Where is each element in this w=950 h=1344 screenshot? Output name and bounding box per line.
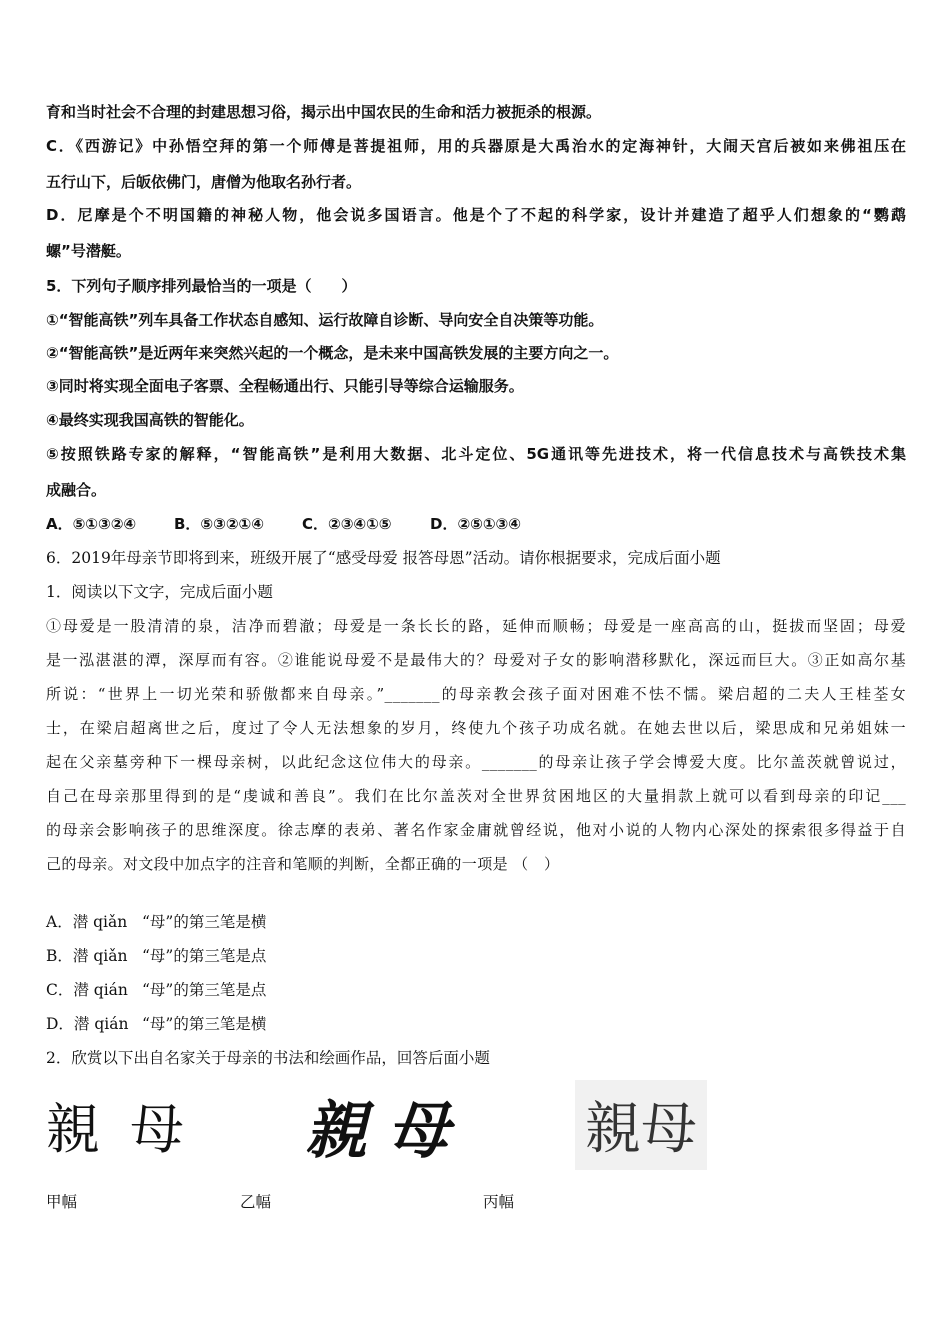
q5-sentence-5-continued: 成融合。 [46, 481, 107, 499]
choice-label: A．潜 qiǎn [46, 913, 128, 931]
choice-b[interactable] [46, 946, 906, 966]
q4-option-c: C．《西游记》中孙悟空拜的第一个师傅是菩提祖师，用的兵器原是大禹治水的定海神针，大闹天宫后被如来佛祖压在 [46, 137, 906, 155]
q4-option-d: D．尼摩是个不明国籍的神秘人物，他会说多国语言。他是个了不起的科学家，设计并建造了超乎人们想象的“鹦鹉 [46, 206, 906, 224]
choice-text: “母”的第三笔是点 [142, 981, 267, 999]
calligraphy-bing: 親母 [575, 1080, 707, 1170]
passage-line: 起在父亲墓旁种下一棵母亲树，以此纪念这位伟大的母亲。_______的母亲让孩子学会博爱大度。比尔盖茨就曾说过， [46, 753, 906, 771]
choice-c[interactable] [46, 980, 906, 1000]
q4-option-b-continued: 育和当时社会不合理的封建思想习俗，揭示出中国农民的生命和活力被扼杀的根源。 [46, 103, 602, 121]
choice-text: “母”的第三笔是横 [142, 1015, 267, 1033]
choice-label: B．潜 qiǎn [46, 947, 128, 965]
q5-sentence-5: ⑤按照铁路专家的解释，“智能高铁”是利用大数据、北斗定位、5G通讯等先进技术，将一代信息技术与高铁技术集 [46, 445, 906, 463]
q5-option-a[interactable]: A．⑤①③②④ [46, 515, 137, 533]
q5-options [46, 514, 906, 534]
choice-d[interactable] [46, 1014, 906, 1034]
q6-sub2-stem: 2．欣赏以下出自名家关于母亲的书法和绘画作品，回答后面小题 [46, 1049, 490, 1067]
q5-option-b[interactable]: B．⑤③②①④ [174, 515, 264, 533]
artwork-label-jia: 甲幅 [46, 1193, 78, 1211]
q5-sentence-1: ①“智能高铁”列车具备工作状态自感知、运行故障自诊断、导向安全自决策等功能。 [46, 311, 604, 329]
artwork-label-yi: 乙幅 [240, 1193, 272, 1211]
q5-stem: 5．下列句子顺序排列最恰当的一项是（ ） [46, 277, 357, 295]
passage-line: 是一泓湛湛的潭，深厚而有容。②谁能说母爱不是最伟大的？母爱对子女的影响潜移默化，深远而巨大。③正如高尔基 [46, 651, 906, 669]
calligraphy-jia: 親母 [46, 1097, 214, 1161]
q5-sentence-4: ④最终实现我国高铁的智能化。 [46, 411, 254, 429]
calligraphy-yi: 親母 [305, 1093, 470, 1167]
q4-option-c-continued: 五行山下，后皈依佛门，唐僧为他取名孙行者。 [46, 173, 362, 191]
passage-line: 的母亲会影响孩子的思维深度。徐志摩的表弟、著名作家金庸就曾经说，他对小说的人物内心深处的探索很多得益于自 [46, 821, 906, 839]
q6-sub1-stem: 1．阅读以下文字，完成后面小题 [46, 583, 273, 601]
choice-text: “母”的第三笔是横 [142, 913, 267, 931]
choice-label: C．潜 qián [46, 981, 128, 999]
passage-line: 自己在母亲那里得到的是“虔诚和善良”。我们在比尔盖茨对全世界贫困地区的大量捐款上就可以看到母亲的印记___ [46, 787, 906, 805]
q5-sentence-3: ③同时将实现全面电子客票、全程畅通出行、只能引导等综合运输服务。 [46, 377, 524, 395]
passage-line: 己的母亲。对文段中加点字的注音和笔顺的判断，全都正确的一项是 （ ） [46, 855, 560, 873]
q5-sentence-2: ②“智能高铁”是近两年来突然兴起的一个概念，是未来中国高铁发展的主要方向之一。 [46, 344, 619, 362]
q5-option-d[interactable]: D．②⑤①③④ [430, 515, 521, 533]
artwork-label-bing: 丙幅 [483, 1193, 515, 1211]
q5-option-c[interactable]: C．②③④①⑤ [302, 515, 392, 533]
choice-label: D．潜 qián [46, 1015, 129, 1033]
passage-line: 所说：“世界上一切光荣和骄傲都来自母亲。”_______的母亲教会孩子面对困难不怯不懦。梁启超的二夫人王桂荃女 [46, 685, 906, 703]
choice-text: “母”的第三笔是点 [142, 947, 267, 965]
choice-a[interactable] [46, 912, 906, 932]
passage-line: 士，在梁启超离世之后，度过了令人无法想象的岁月，终使九个孩子功成名就。在她去世以后，梁思成和兄弟姐妹一 [46, 719, 906, 737]
q6-stem: 6．2019年母亲节即将到来，班级开展了“感受母爱 报答母恩”活动。请你根据要求，完成后面小题 [46, 549, 721, 567]
q4-option-d-continued: 螺”号潜艇。 [46, 242, 131, 260]
passage-line: ①母爱是一股清清的泉，洁净而碧澈；母爱是一条长长的路，延伸而顺畅；母爱是一座高高的山，挺拔而坚固；母爱 [46, 617, 906, 635]
